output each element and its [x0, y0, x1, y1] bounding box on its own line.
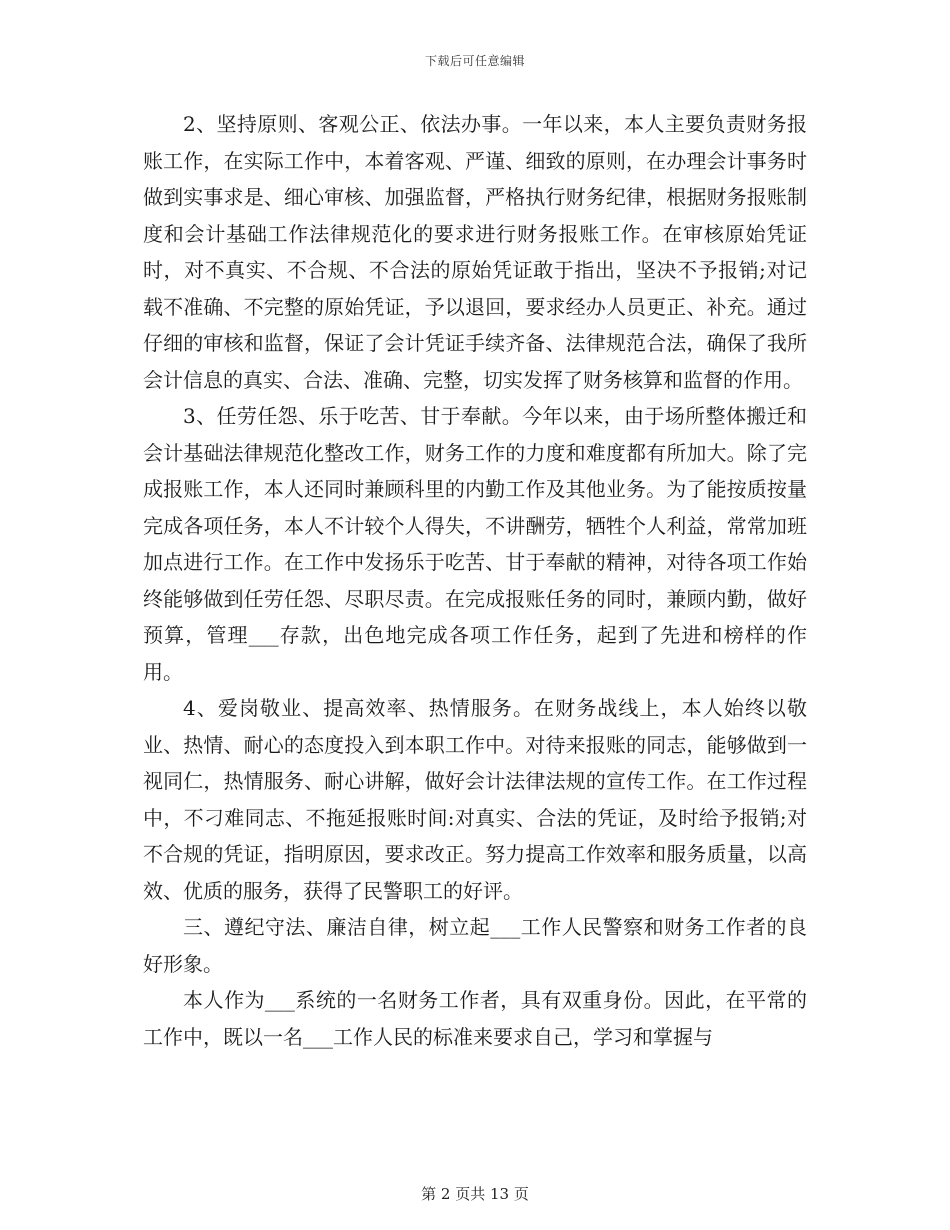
paragraph: 4、爱岗敬业、提高效率、热情服务。在财务战线上，本人始终以敬业、热情、耐心的态度投入到本职工作中。对待来报账的同志，能够做到一视同仁，热情服务、耐心讲解，做好会计法律法规的宣传工作。在工作过程中，不刁难同志、不拖延报账时间:对真实、合法的凭证，及时给予报销;对不合规的凭证，指明原因，要求改正。努力提高工作效率和服务质量，以高效、优质的服务，获得了民警职工的好评。 — [143, 696, 807, 903]
paragraph: 本人作为___系统的一名财务工作者，具有双重身份。因此，在平常的工作中，既以一名___工作人民的标准来要求自己，学习和掌握与 — [143, 988, 807, 1049]
paragraph: 2、坚持原则、客观公正、依法办事。一年以来，本人主要负责财务报账工作，在实际工作中，本着客观、严谨、细致的原则，在办理会计事务时做到实事求是、细心审核、加强监督，严格执行财务纪律，根据财务报账制度和会计基础工作法律规范化的要求进行财务报账工作。在审核原始凭证时，对不真实、不合规、不合法的原始凭证敢于指出，坚决不予报销;对记载不准确、不完整的原始凭证，予以退回，要求经办人员更正、补充。通过仔细的审核和监督，保证了会计凭证手续齐备、法律规范合法，确保了我所会计信息的真实、合法、准确、完整，切实发挥了财务核算和监督的作用。 — [143, 112, 807, 392]
document-body — [143, 106, 807, 1055]
page-header: 下载后可任意编辑 — [424, 54, 525, 68]
paragraph: 3、任劳任怨、乐于吃苦、甘于奉献。今年以来，由于场所整体搬迁和会计基础法律规范化整改工作，财务工作的力度和难度都有所加大。除了完成报账工作，本人还同时兼顾科里的内勤工作及其他业务。为了能按质按量完成各项任务，本人不计较个人得失，不讲酬劳，牺牲个人利益，常常加班加点进行工作。在工作中发扬乐于吃苦、甘于奉献的精神，对待各项工作始终能够做到任劳任怨、尽职尽责。在完成报账任务的同时，兼顾内勤，做好预算，管理___存款，出色地完成各项工作任务，起到了先进和榜样的作用。 — [143, 404, 807, 684]
paragraph: 三、遵纪守法、廉洁自律，树立起___工作人民警察和财务工作者的良好形象。 — [143, 915, 807, 976]
page-footer: 第 2 页共 13 页 — [421, 1185, 529, 1203]
